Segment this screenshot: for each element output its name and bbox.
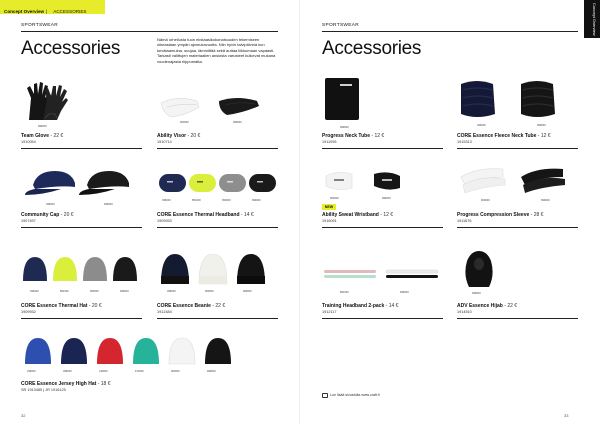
team-glove-image: [21, 80, 81, 124]
swatch-code: 900000: [205, 290, 214, 293]
swatch-code: 950000: [222, 199, 231, 202]
hijab-image: [457, 247, 501, 291]
intro-text: Nämä urheilusta tuon ekstaasikokonaisuuden tekemiseen oikeastaan ympäri ajomukavuutta. Niin hyvin talvipäivinä kun kevätaamuina, suojaa, lämmittää sekä auttaa liikkumaan vapaasti. Tarkasti valittujen materiaalien ansiosta varusteet kulkevat mukana vuodenajasta riippumatta.: [157, 37, 276, 64]
sweat-wristband-image: [322, 166, 422, 196]
swatch-code: 999000: [382, 197, 391, 200]
product-rule: [21, 318, 142, 319]
product-name: CORE Essence Beanie - 22 €: [157, 303, 226, 309]
product-name: Ability Sweat Wristband - 12 €: [322, 212, 394, 218]
swatch-code: 999000: [38, 125, 47, 128]
swatch-code: 900000: [171, 370, 180, 373]
swatch-code: 999000: [207, 370, 216, 373]
swatch-code: 999000: [472, 292, 481, 295]
neck-tube-image: [322, 74, 362, 124]
page-number: 32: [21, 413, 26, 418]
product-rule: [322, 148, 443, 149]
product-code: 1914510: [457, 310, 472, 314]
swatch-code: 999000: [541, 199, 550, 202]
swatch-code: 396000: [162, 199, 171, 202]
swatch-code: 430000: [99, 370, 108, 373]
product-name: Training Headband 2-pack - 14 €: [322, 303, 399, 309]
swatch-code: 396000: [63, 370, 72, 373]
product-rule: [157, 148, 278, 149]
product-code: 1915313: [457, 140, 472, 144]
monitor-icon: [322, 393, 328, 398]
right-page: [300, 0, 600, 424]
product-code: 1910714: [157, 140, 172, 144]
top-rule: [322, 31, 578, 32]
product-rule: [322, 318, 443, 319]
product-code: 1907497: [21, 219, 36, 223]
community-cap-image: [21, 165, 141, 203]
product-rule: [457, 227, 578, 228]
swatch-code: 999000: [537, 124, 546, 127]
section-label: SPORTSWEAR: [21, 23, 59, 28]
top-rule: [21, 31, 278, 32]
new-badge: NEW: [322, 204, 336, 210]
product-name: Ability Visor - 20 €: [157, 133, 201, 139]
product-name: CORE Essence Jersey High Hat - 18 €: [21, 381, 111, 387]
beanie-image: [157, 250, 269, 290]
swatch-code: 999000: [243, 290, 252, 293]
product-code: 1911676: [457, 219, 472, 223]
product-code: 1916091: [322, 219, 337, 223]
product-name: Progress Compression Sleeve - 28 €: [457, 212, 544, 218]
swatch-code: 999000: [233, 121, 242, 124]
fleece-neck-tube-image: [457, 76, 567, 122]
page-title: Accessories: [21, 38, 121, 59]
swatch-code: 336000: [27, 370, 36, 373]
swatch-code: 999000: [104, 203, 113, 206]
swatch-code: 999000: [120, 290, 129, 293]
product-rule: [322, 227, 443, 228]
product-name: CORE Essence Thermal Hat - 20 €: [21, 303, 102, 309]
product-code: 1912117: [322, 310, 337, 314]
breadcrumb-bar: [0, 0, 105, 14]
product-rule: [457, 148, 578, 149]
swatch-code: 396000: [167, 290, 176, 293]
compression-sleeve-image: [457, 163, 577, 197]
swatch-code: 851000: [60, 290, 69, 293]
swatch-code: 900000: [481, 199, 490, 202]
training-headband-image: [322, 264, 442, 292]
product-rule: [157, 227, 278, 228]
thermal-hat-image: [21, 253, 147, 287]
swatch-code: 851000: [192, 199, 201, 202]
breadcrumb[interactable]: Concept Overview | ACCESSORIES: [4, 9, 87, 14]
swatch-code: 396000: [477, 124, 486, 127]
page-title: Accessories: [322, 38, 422, 59]
product-code: 1911095: [322, 140, 337, 144]
product-rule: [21, 148, 142, 149]
product-code: 1909932: [21, 310, 36, 314]
swatch-code: 950000: [90, 290, 99, 293]
jersey-high-hat-image: [21, 334, 237, 368]
swatch-code: 672000: [135, 370, 144, 373]
ability-visor-image: [157, 93, 267, 123]
product-name: Community Cap - 20 €: [21, 212, 74, 218]
footer-note[interactable]: Lue lisää sivustolta www.craft.fi: [330, 393, 380, 397]
side-tab[interactable]: Concept Overview: [584, 0, 600, 38]
swatch-code: 999000: [340, 126, 349, 129]
product-rule: [21, 227, 142, 228]
product-rule: [157, 318, 278, 319]
swatch-code: 999000: [400, 291, 409, 294]
product-name: ADV Essence Hijab - 22 €: [457, 303, 518, 309]
swatch-code: 999000: [252, 199, 261, 202]
product-name: CORE Essence Fleece Neck Tube - 12 €: [457, 133, 551, 139]
swatch-code: 851900: [340, 291, 349, 294]
swatch-code: 900000: [180, 121, 189, 124]
page-number: 33: [564, 413, 569, 418]
product-code: SR 1913485 | JR 1916125: [21, 388, 66, 392]
swatch-code: 396000: [30, 290, 39, 293]
section-label: SPORTSWEAR: [322, 23, 360, 28]
product-code: 1909933: [157, 219, 172, 223]
product-name: Progress Neck Tube - 12 €: [322, 133, 385, 139]
swatch-code: 396000: [46, 203, 55, 206]
product-name: CORE Essence Thermal Headband - 14 €: [157, 212, 254, 218]
product-code: 1910054: [21, 140, 36, 144]
product-rule: [457, 318, 578, 319]
thermal-headband-image: [157, 170, 281, 198]
product-code: 1912484: [157, 310, 172, 314]
swatch-code: 900000: [330, 197, 339, 200]
product-name: Team Glove - 22 €: [21, 133, 64, 139]
